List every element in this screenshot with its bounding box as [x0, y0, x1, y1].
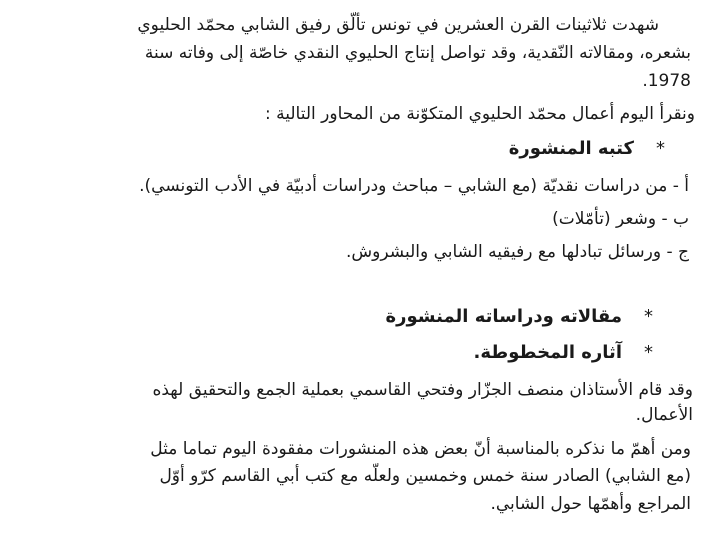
heading-manuscripts — [474, 342, 653, 364]
para-editors-line-1: وقد قام الأستاذان منصف الجزّار وفتحي القاسمي بعملية الجمع والتحقيق لهذه — [152, 380, 693, 400]
heading-books — [509, 138, 665, 160]
heading-books-label: كتبه المنشورة — [508, 138, 634, 159]
para-editors-line-2: الأعمال. — [635, 405, 693, 425]
heading-articles — [386, 306, 654, 328]
axes-intro: ونقرأ اليوم أعمال محمّد الحليوي المتكوّنة من المحاور التالية : — [265, 104, 695, 124]
heading-manuscripts-label: آثاره المخطوطة. — [473, 342, 622, 363]
books-item-b: ب - وشعر (تأمّلات) — [552, 209, 689, 229]
books-item-a: أ - من دراسات نقديّة (مع الشابي – مباحث ودراسات أدبيّة في الأدب التونسي). — [139, 176, 689, 196]
bullet-star: * — [644, 342, 653, 363]
heading-articles-label: مقالاته ودراساته المنشورة — [385, 306, 622, 327]
para-missing-line-3: المراجع وأهمّها حول الشابي. — [490, 494, 691, 514]
intro-line-1: شهدت ثلاثينات القرن العشرين في تونس تألّق رفيق الشابي محمّد الحليوي — [137, 15, 659, 35]
para-missing-line-2: (مع الشابي) الصادر سنة خمس وخمسين ولعلّه مع كتب أبي القاسم كرّو أوّل — [159, 466, 691, 486]
para-missing-line-1: ومن أهمّ ما نذكره بالمناسبة أنّ بعض هذه المنشورات مفقودة اليوم تماما مثل — [150, 439, 691, 459]
bullet-star: * — [644, 306, 653, 327]
bullet-star: * — [656, 138, 665, 159]
books-item-c: ج - ورسائل تبادلها مع رفيقيه الشابي والبشروش. — [346, 242, 689, 262]
intro-line-3: 1978. — [642, 71, 691, 91]
intro-line-2: بشعره، ومقالاته النّقدية، وقد تواصل إنتاج الحليوي النقدي خاصّة إلى وفاته سنة — [144, 43, 691, 63]
